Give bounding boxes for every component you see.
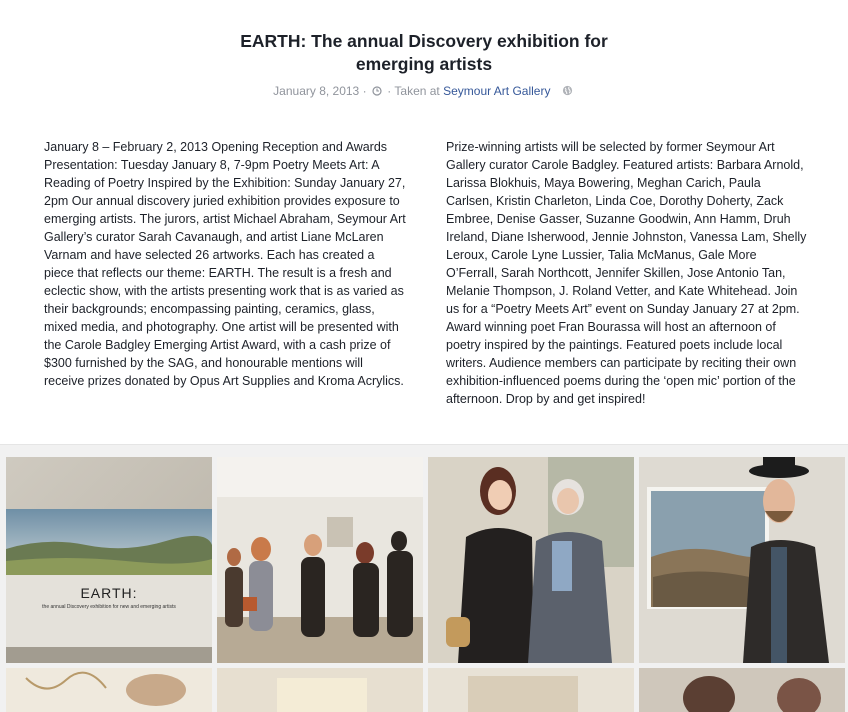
album-title[interactable] <box>0 30 848 76</box>
post-date[interactable]: January 8, 2013 <box>273 84 360 98</box>
location-link[interactable]: Seymour Art Gallery <box>443 84 551 98</box>
sign-subtitle: the annual Discovery exhibition for new and emerging artists <box>42 604 176 610</box>
artwork-photo-7[interactable] <box>428 668 634 712</box>
reception-crowd-photo[interactable] <box>217 457 423 663</box>
album-title-line1: EARTH: The annual Discovery exhibition for <box>240 31 608 51</box>
album-title-line2: emerging artists <box>355 54 493 74</box>
exhibition-sign-photo[interactable] <box>6 457 212 663</box>
description-right: Prize-winning artists will be selected by former Seymour Art Gallery curator Carole Badgley. Featured artists: Barbara Arnold, Larissa Blokhuis, Maya Bowering, Meghan Carich, Paula Carlsen, Kristin Charleton, Linda Coe, Dorothy Doherty, Zack Embree, Denise Gasser, Suzanne Goodwin, Ann Hamm, Druh Ireland, Diane Isherwood, Jennie Johnston, Vanessa Lam, Shelly Leroux, Carole Lyne Lussier, Talia McManus, Gale More O’Ferrall, Sarah Northcott, Jennifer Skillen, Jose Antonio Tan, Melanie Thompson, J. Roland Vetter, and Kate Whitehead. Join us for a “Poetry Meets Art” event on Sunday January 27 at 2pm. Award winning poet Fran Bourassa will host an afternoon of poetry inspired by the paintings. Featured poets include local writers. Audience members can participate by reciting their own exhibition-influenced poems during the ‘open mic’ portion of the afternoon. Drop by and get inspired! <box>446 140 807 406</box>
photo-grid <box>0 444 848 712</box>
clock-icon <box>372 84 382 100</box>
two-women-photo[interactable] <box>428 457 634 663</box>
sign-title: EARTH: <box>80 585 138 601</box>
artwork-photo-6[interactable] <box>217 668 423 712</box>
taken-at-label: Taken at <box>394 84 440 98</box>
man-with-painting-photo[interactable] <box>639 457 845 663</box>
album-meta: January 8, 2013 · · Taken at Seymour Art Gallery <box>0 83 848 100</box>
description-left: January 8 – February 2, 2013 Opening Reception and Awards Presentation: Tuesday January 8, 7-9pm Poetry Meets Art: A Reading of Poetry Inspired by the Exhibition: Sunday January 27, 2pm Our annual discovery juried exhibition provides exposure to emerging artists. The jurors, artist Michael Abraham, Seymour Art Gallery’s curator Sarah Cavanaugh, and artist Liane McLaren Varnam and have selected 26 artworks. Each has created a piece that reflects our theme: EARTH. The result is a fresh and eclectic show, with the artists presenting work that is as varied as their backgrounds; encompassing painting, ceramics, glass, mixed media, and photography. One artist will be presented with the Carole Badgley Emerging Artist Award, with a cash prize of $300 furnished by the SAG, and honourable mentions will receive prizes donated by Opus Art Supplies and Kroma Acrylics. <box>44 140 406 388</box>
artwork-photo-5[interactable] <box>6 668 212 712</box>
globe-icon[interactable] <box>562 84 573 100</box>
visitors-photo-8[interactable] <box>639 668 845 712</box>
